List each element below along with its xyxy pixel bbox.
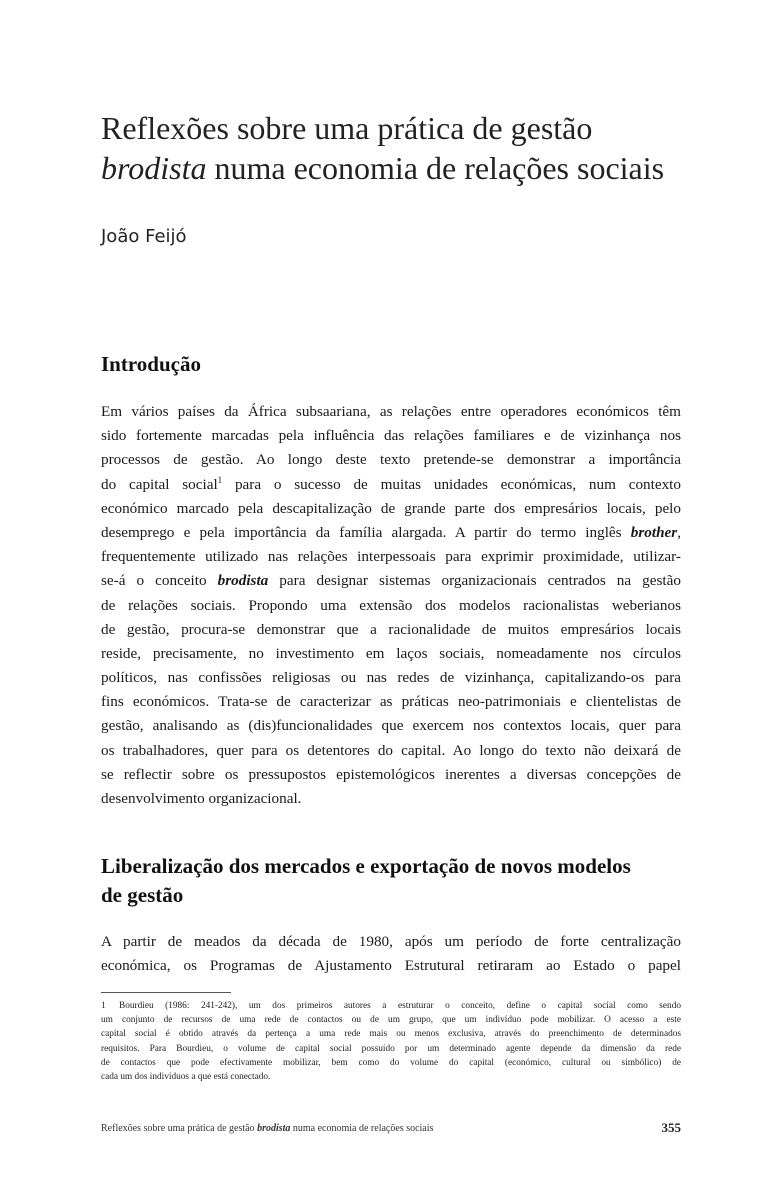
- page-number: 355: [661, 1120, 681, 1135]
- footnote-line: requisitos. Para Bourdieu, o volume de capital social possuído por um determinado agente depende da dimensão da rede: [101, 1043, 681, 1054]
- section-heading-liberalizacao: [101, 852, 701, 910]
- text-line: A partir de meados da década de 1980, após um período de forte centralização: [101, 933, 681, 950]
- italic-term-brodista: brodista: [217, 572, 269, 590]
- heading-line-2: de gestão: [101, 883, 184, 907]
- footnote-line: de contactos que pode efectivamente mobilizar, bem como do volume do capital (económico, cultural ou simbólico) de: [101, 1057, 681, 1068]
- footnote-line: um conjunto de recursos de uma rede de contactos ou de um grupo, que um indivíduo pode mobilizar. O acesso a este: [101, 1015, 681, 1026]
- footnote-line: [101, 999, 681, 1013]
- paper-title: [101, 108, 721, 188]
- text-line: sido fortemente marcadas pela influência das relações familiares e de vizinhança nos: [101, 427, 681, 445]
- text-line: [101, 521, 681, 545]
- introduction-paragraph: [101, 400, 681, 811]
- text-line: frequentemente utilizado nas relações interpessoais para exprimir proximidade, utilizar-: [101, 548, 681, 566]
- running-footer-title: [101, 1123, 433, 1134]
- text-fragment: Reflexões sobre uma prática de gestão: [101, 1123, 258, 1134]
- text-fragment: para designar sistemas organizacionais centrados na gestão: [268, 572, 681, 590]
- title-line-2-rest: numa economia de relações sociais: [206, 150, 665, 186]
- title-line-2: [101, 148, 721, 188]
- title-italic-term: brodista: [101, 150, 207, 186]
- author-name: João Feijó: [101, 226, 187, 247]
- liberalizacao-paragraph: [101, 930, 681, 978]
- heading-line-1: Liberalização dos mercados e exportação de novos modelos: [101, 854, 631, 878]
- text-fragment: do capital social: [101, 475, 218, 493]
- text-line: desenvolvimento organizacional.: [101, 790, 302, 807]
- section-heading-introduction: Introdução: [101, 352, 201, 376]
- title-line-1: Reflexões sobre uma prática de gestão: [101, 110, 593, 146]
- footnote-separator: [101, 992, 231, 993]
- text-line: reside, precisamente, no investimento em laços sociais, nomeadamente nos círculos: [101, 644, 681, 662]
- footnote-line: capital social é obtido através da pertença a uma rede mais ou menos exclusiva, através do preenchimento de determinados: [101, 1029, 681, 1040]
- text-line: processos de gestão. Ao longo deste texto pretende-se demonstrar a importância: [101, 451, 681, 469]
- text-line: se reflectir sobre os pressupostos epistemológicos inerentes a diversas concepções de: [101, 765, 681, 783]
- text-line: Em vários países da África subsaariana, as relações entre operadores económicos têm: [101, 403, 681, 420]
- footnote-number: 1: [101, 1001, 106, 1011]
- text-line: [101, 569, 681, 593]
- text-line: políticos, nas confissões religiosas ou nas redes de vizinhança, capitalizando-os para: [101, 669, 681, 687]
- footer-italic-term: brodista: [257, 1123, 291, 1134]
- text-fragment: desemprego e pela importância da família alargada. A partir do termo inglês: [101, 523, 631, 541]
- footnote: [101, 999, 681, 1084]
- italic-term-brother: brother: [630, 523, 678, 541]
- text-fragment: se-á o conceito: [101, 572, 218, 590]
- text-line: de gestão, procura-se demonstrar que a racionalidade de muitos empresários locais: [101, 620, 681, 638]
- text-fragment: para o sucesso de muitas unidades económicas, num contexto: [222, 475, 681, 493]
- text-line: os trabalhadores, quer para os detentores do capital. Ao longo do texto não deixará de: [101, 741, 681, 759]
- text-line: fins económicos. Trata-se de caracterizar as práticas neo-patrimoniais e clientelistas de: [101, 693, 681, 711]
- footnote-reference: 1: [217, 474, 223, 485]
- text-line: económico marcado pela descapitalização de grande parte dos empresários locais, pelo: [101, 499, 681, 517]
- text-line: [101, 473, 681, 497]
- text-line: de relações sociais. Propondo uma extensão dos modelos racionalistas weberianos: [101, 596, 681, 614]
- text-fragment: ,: [677, 523, 681, 541]
- footnote-line: cada um dos indivíduos a que está conectado.: [101, 1071, 271, 1082]
- text-line: económica, os Programas de Ajustamento Estrutural retiraram ao Estado o papel: [101, 957, 681, 975]
- text-fragment: Bourdieu (1986: 241-242), um dos primeiros autores a estruturar o conceito, define o capital social como sendo: [119, 1001, 681, 1011]
- text-fragment: numa economia de relações sociais: [290, 1123, 434, 1134]
- text-line: gestão, analisando as (dis)funcionalidades que exercem nos contextos locais, quer para: [101, 717, 681, 735]
